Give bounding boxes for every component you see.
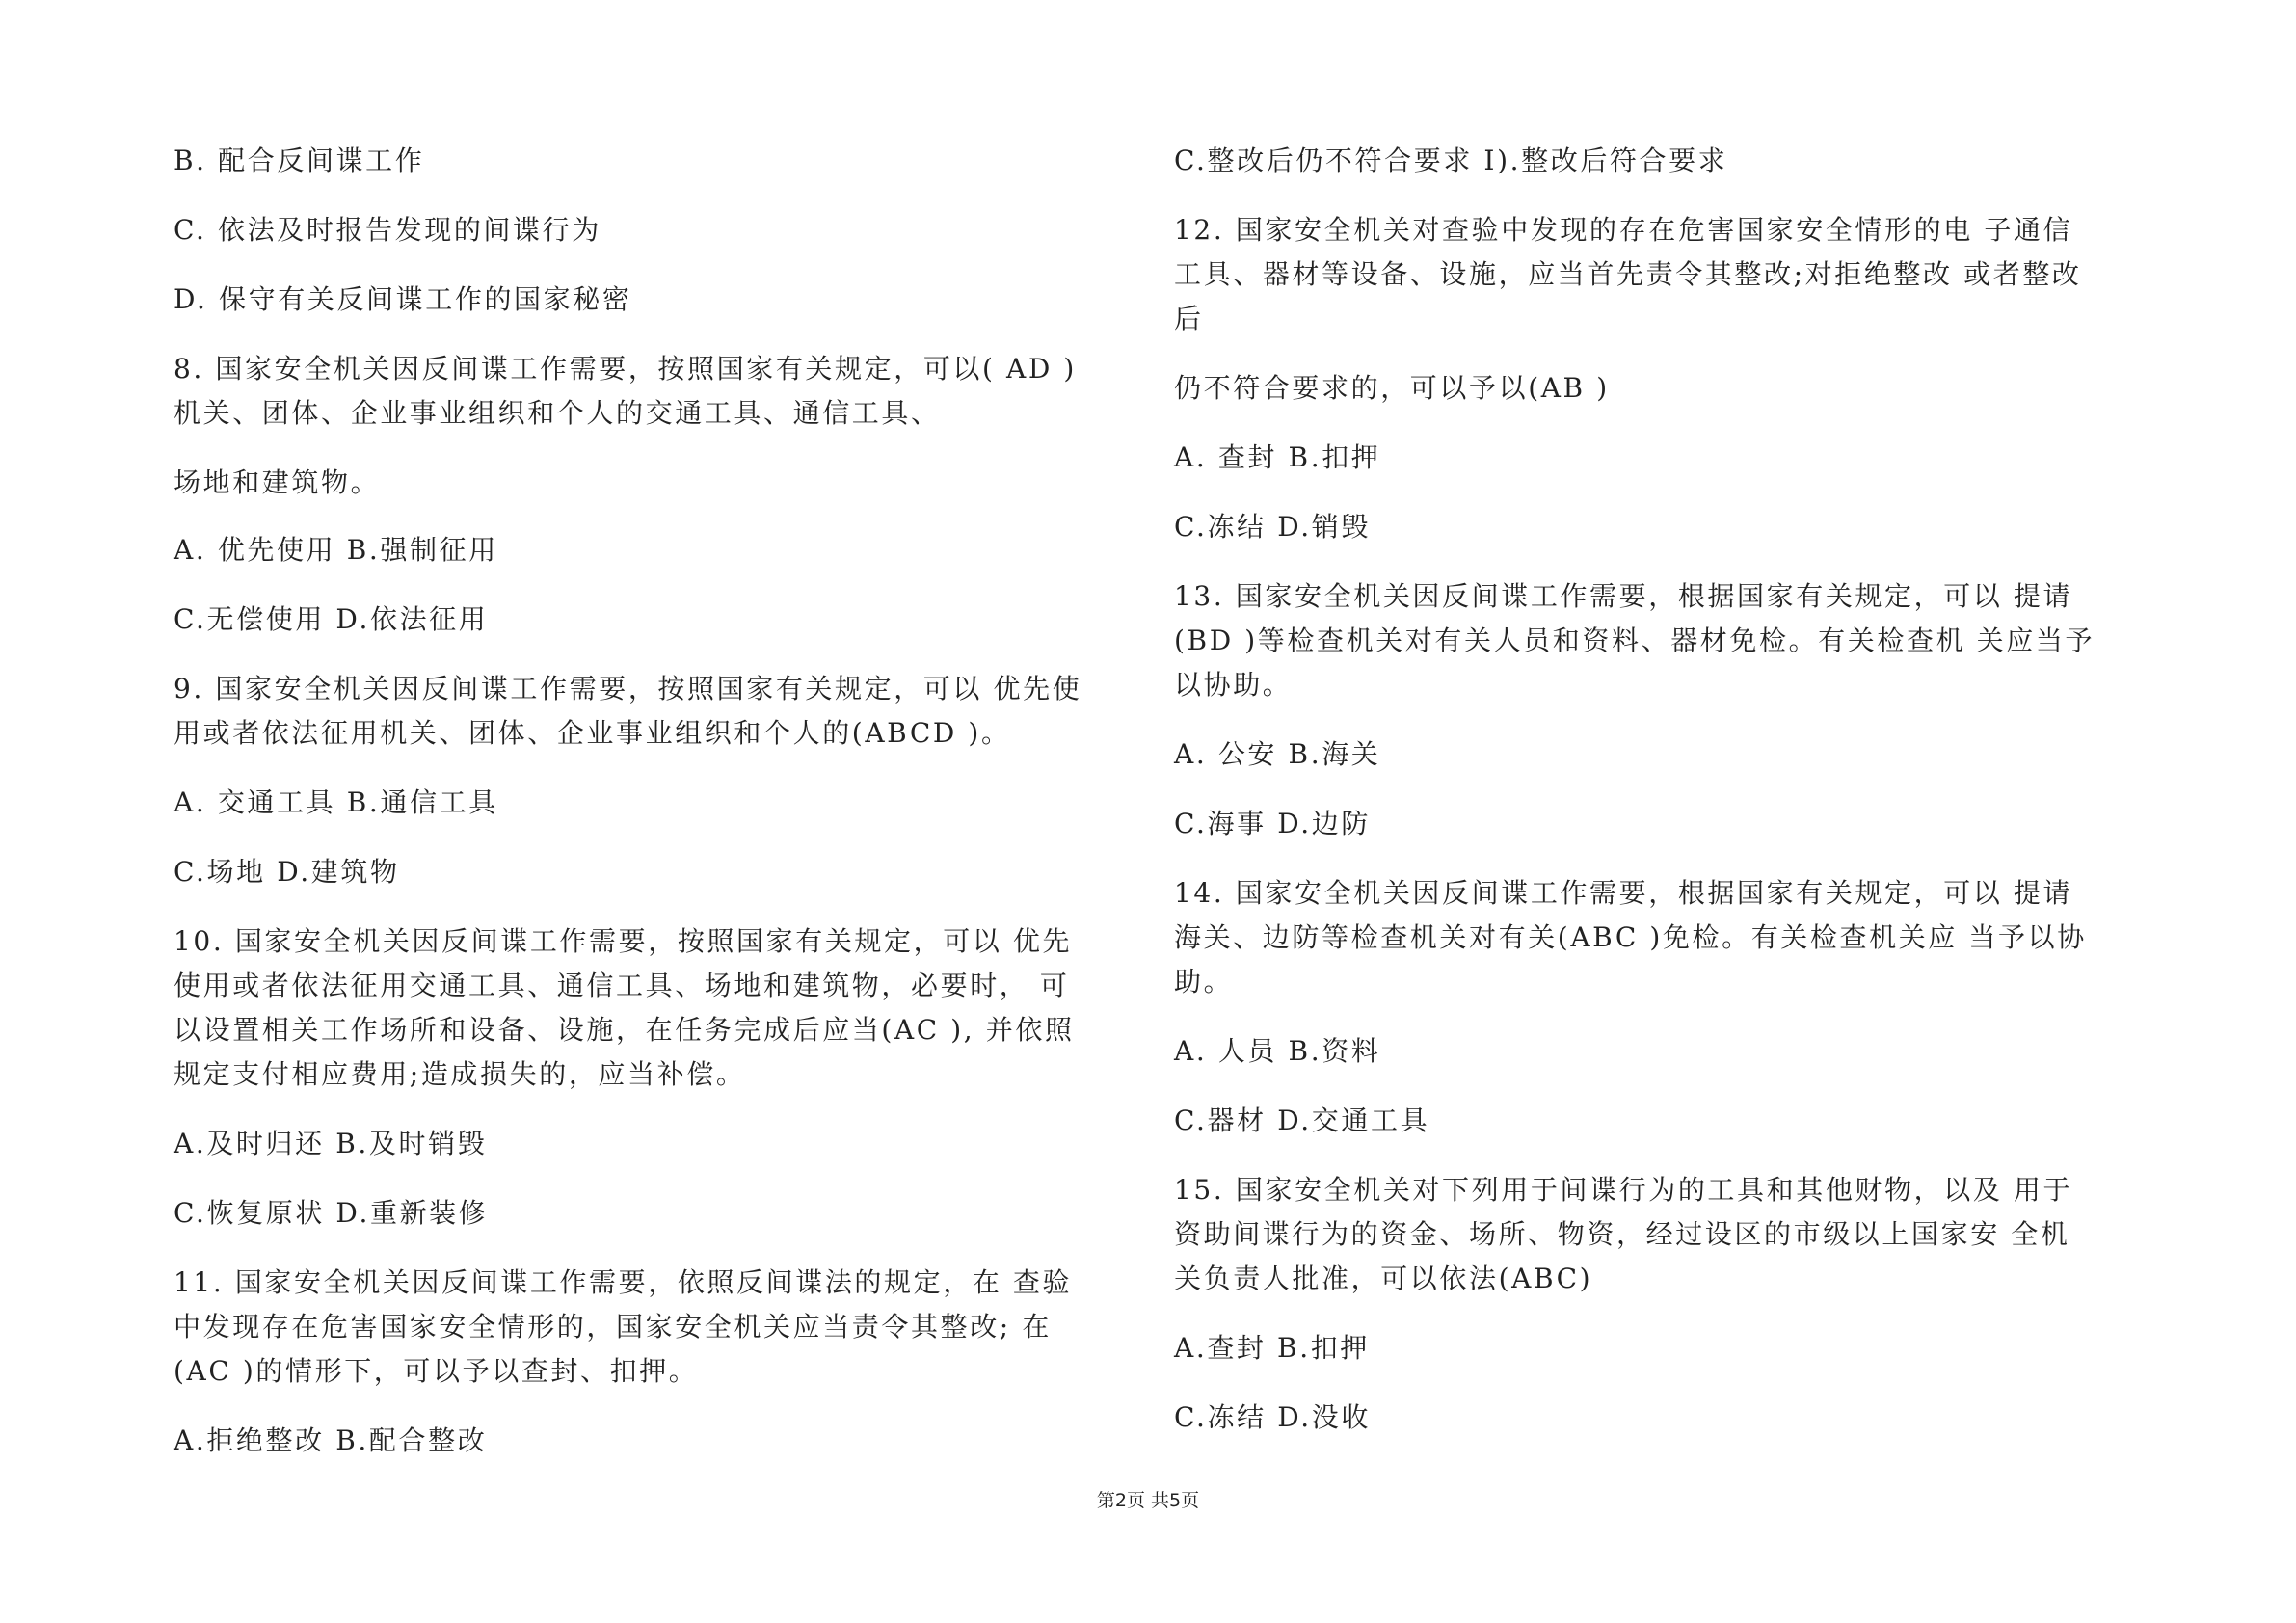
text-line: 15. 国家安全机关对下列用于间谍行为的工具和其他财物，以及 用于: [1174, 1174, 2073, 1206]
text-line: C.器材 D.交通工具: [1174, 1104, 1430, 1136]
text-line: 仍不符合要求的，可以予以(AB ): [1174, 372, 1610, 404]
text-line: 机关、团体、企业事业组织和个人的交通工具、通信工具、: [174, 397, 941, 429]
text-line: A. 查封 B.扣押: [1174, 441, 1381, 473]
text-line: 规定支付相应费用;造成损失的，应当补偿。: [174, 1058, 746, 1090]
text-line: A.拒绝整改 B.配合整改: [174, 1424, 488, 1456]
text-line: C.冻结 D.没收: [1174, 1401, 1371, 1433]
text-line: 10. 国家安全机关因反间谍工作需要，按照国家有关规定，可以 优先: [174, 925, 1073, 957]
text-line: C.场地 D.建筑物: [174, 856, 400, 888]
text-line: 关负责人批准，可以依法(ABC): [1174, 1263, 1593, 1294]
text-line: A. 公安 B.海关: [1174, 738, 1381, 770]
text-line: 以协助。: [1174, 669, 1293, 701]
text-line: 13. 国家安全机关因反间谍工作需要，根据国家有关规定，可以 提请: [1174, 580, 2073, 612]
page-number: 第2页 共5页: [1096, 1490, 1200, 1511]
text-line: 11. 国家安全机关因反间谍工作需要，依照反间谍法的规定，在 查验: [174, 1266, 1073, 1298]
text-line: C.海事 D.边防: [1174, 808, 1371, 839]
text-line: A. 交通工具 B.通信工具: [174, 786, 498, 818]
text-line: C.整改后仍不符合要求 I).整改后符合要求: [1174, 145, 1728, 176]
text-line: A.及时归还 B.及时销毁: [174, 1128, 488, 1159]
text-line: D. 保守有关反间谍工作的国家秘密: [174, 283, 632, 315]
text-line: C.冻结 D.销毁: [1174, 511, 1371, 543]
text-line: 助。: [1174, 966, 1234, 998]
text-line: C.恢复原状 D.重新装修: [174, 1197, 489, 1229]
text-line: 海关、边防等检查机关对有关(ABC )免检。有关检查机关应 当予以协: [1174, 921, 2087, 953]
text-line: 9. 国家安全机关因反间谍工作需要，按照国家有关规定，可以 优先使: [174, 673, 1082, 705]
text-line: 场地和建筑物。: [174, 466, 381, 498]
text-line: 14. 国家安全机关因反间谍工作需要，根据国家有关规定，可以 提请: [1174, 877, 2073, 909]
text-line: 12. 国家安全机关对查验中发现的存在危害国家安全情形的电 子通信: [1174, 214, 2073, 246]
text-line: 使用或者依法征用交通工具、通信工具、场地和建筑物，必要时， 可: [174, 970, 1070, 1001]
text-line: A. 优先使用 B.强制征用: [174, 534, 498, 566]
text-line: C.无偿使用 D.依法征用: [174, 603, 489, 635]
text-line: 用或者依法征用机关、团体、企业事业组织和个人的(ABCD )。: [174, 717, 1011, 749]
text-line: 8. 国家安全机关因反间谍工作需要，按照国家有关规定，可以( AD ): [174, 353, 1077, 385]
text-line: (BD )等检查机关对有关人员和资料、器材免检。有关检查机 关应当予: [1174, 625, 2096, 656]
text-line: (AC )的情形下，可以予以查封、扣押。: [174, 1355, 699, 1387]
text-line: 资助间谍行为的资金、场所、物资，经过设区的市级以上国家安 全机: [1174, 1218, 2070, 1250]
text-line: 中发现存在危害国家安全情形的，国家安全机关应当责令其整改; 在: [174, 1311, 1052, 1343]
text-line: 后: [1174, 303, 1204, 334]
text-line: A.查封 B.扣押: [1174, 1332, 1370, 1364]
text-line: C. 依法及时报告发现的间谍行为: [174, 214, 601, 246]
text-line: B. 配合反间谍工作: [174, 145, 425, 176]
text-line: A. 人员 B.资料: [1174, 1035, 1381, 1067]
text-line: 以设置相关工作场所和设备、设施，在任务完成后应当(AC ), 并依照: [174, 1014, 1075, 1046]
text-line: 工具、器材等设备、设施，应当首先责令其整改;对拒绝整改 或者整改: [1174, 258, 2082, 290]
